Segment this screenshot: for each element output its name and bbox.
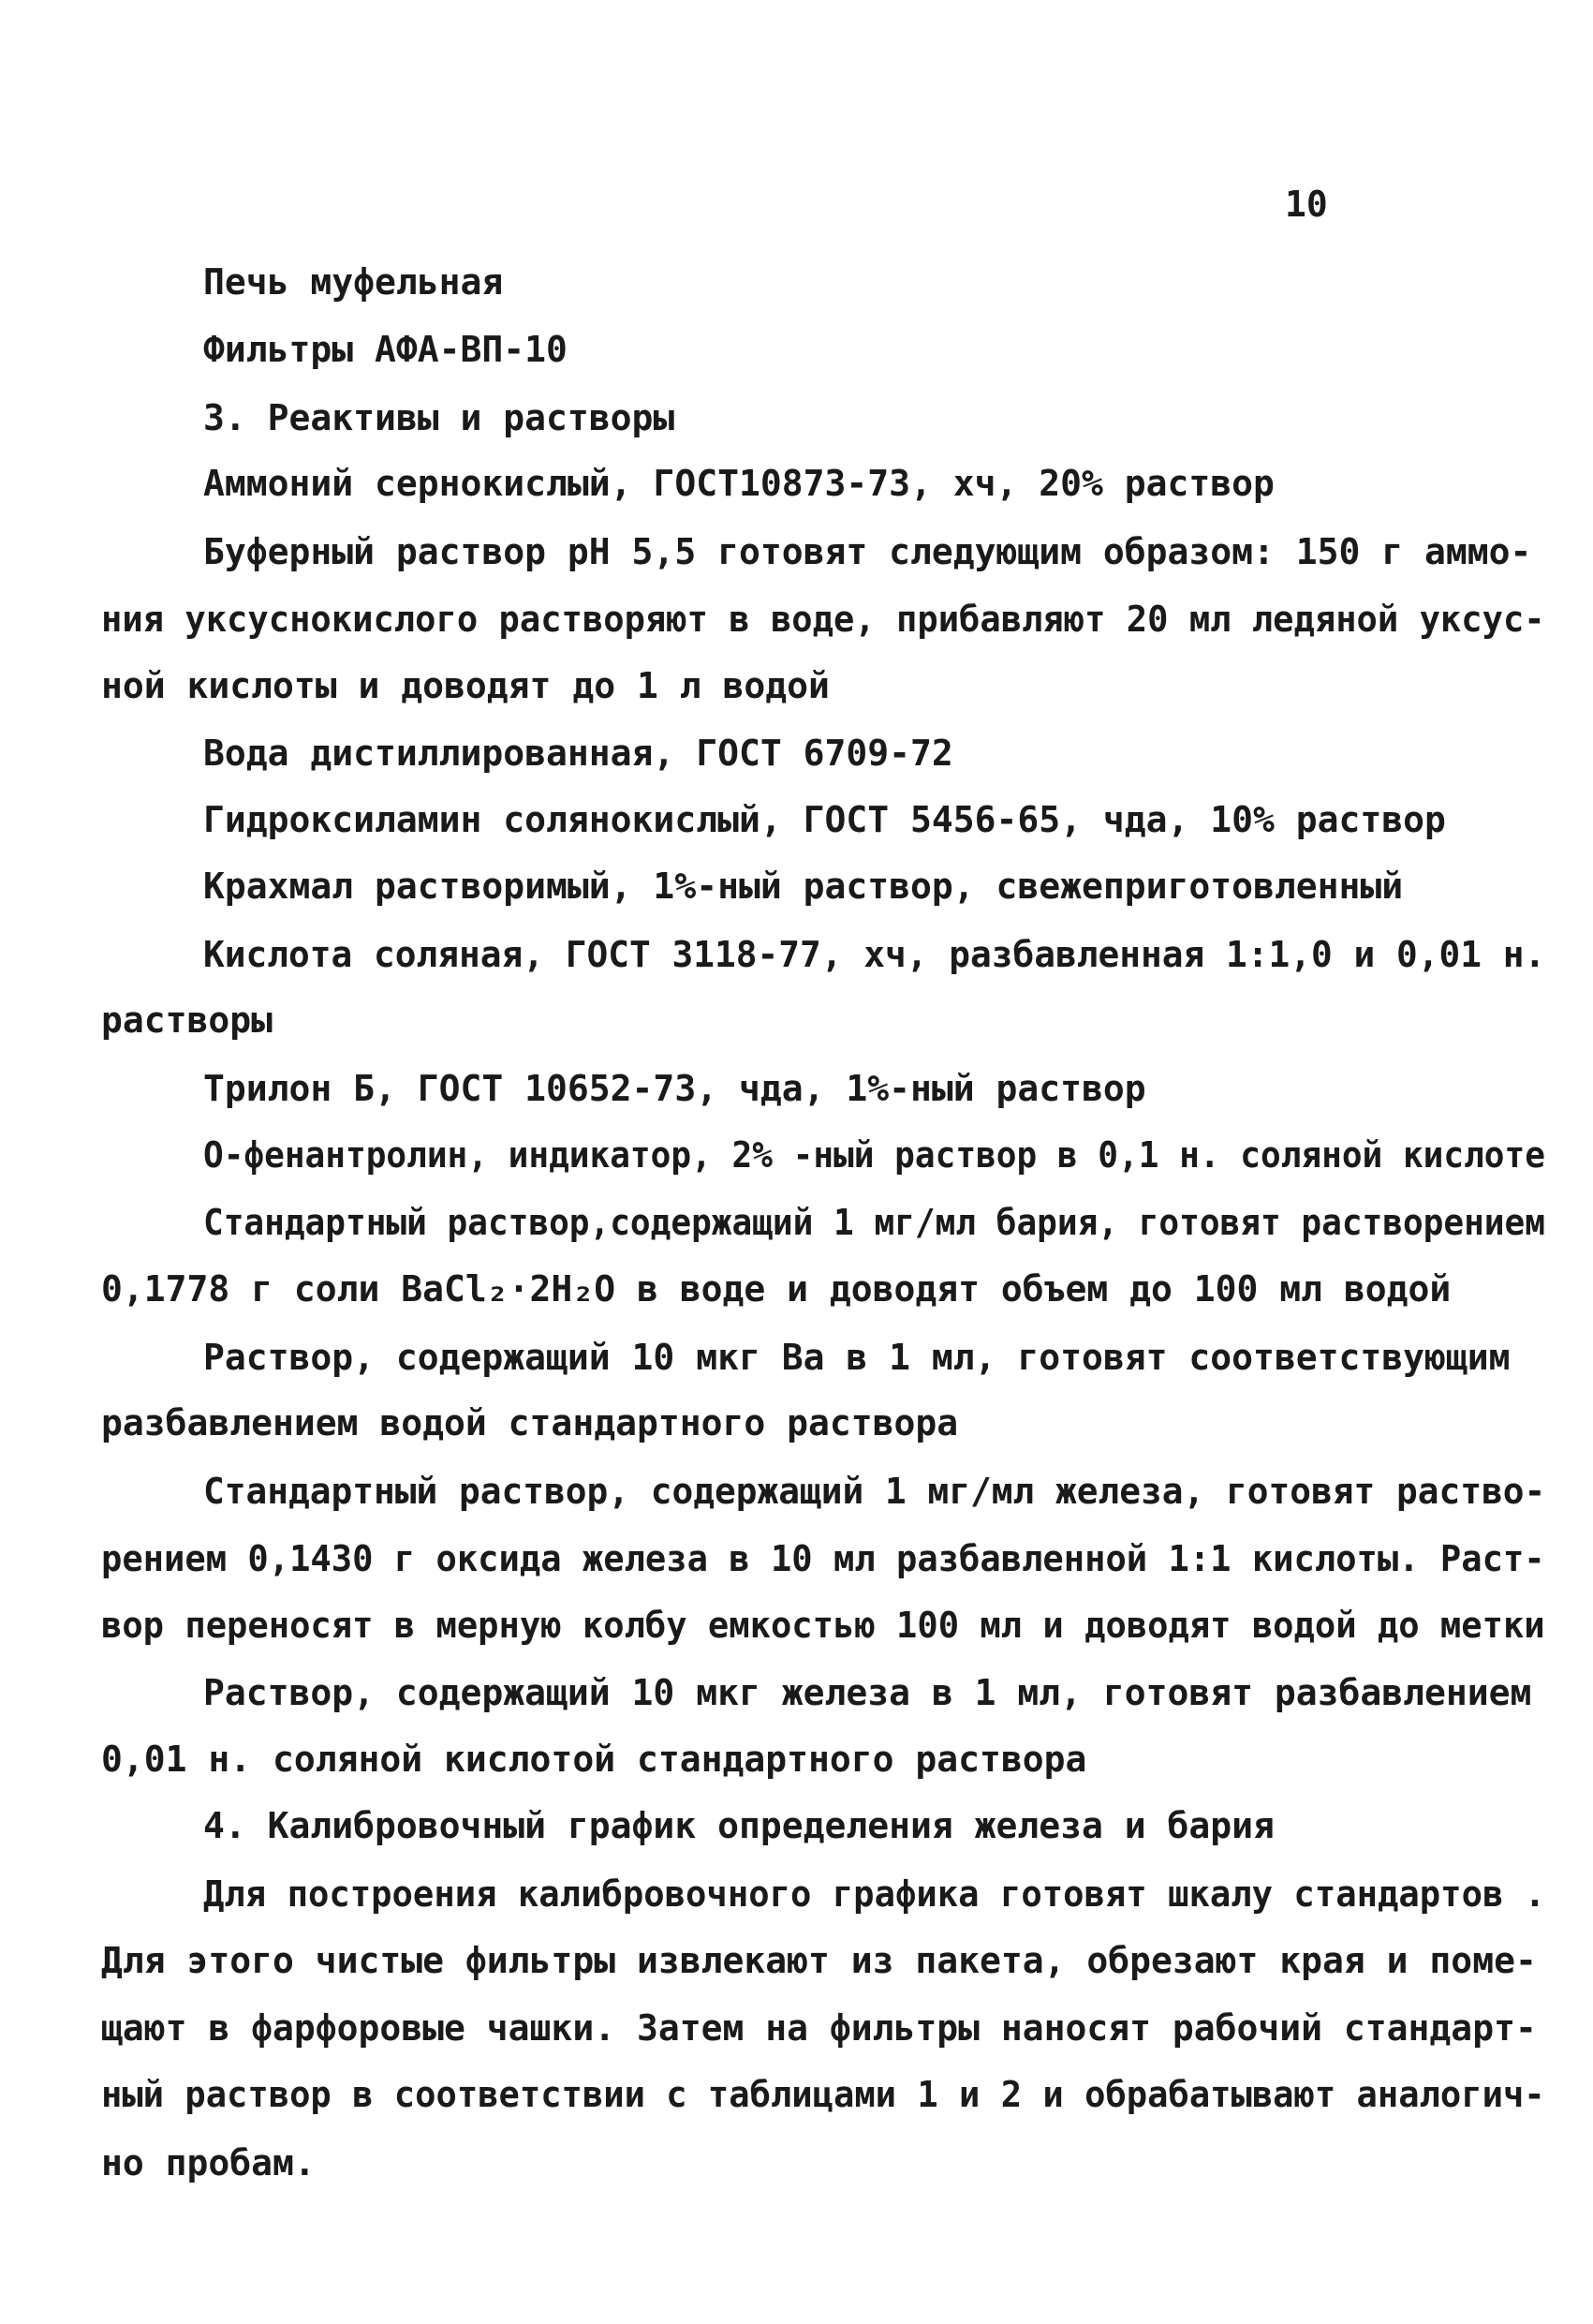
text-line: ной кислоты и доводят до 1 л водой (101, 665, 830, 706)
text-line: Вода дистиллированная, ГОСТ 6709-72 (203, 733, 953, 774)
page-number: 10 (1285, 184, 1328, 225)
text-line: щают в фарфоровые чашки. Затем на фильтры наносят рабочий стандарт- (101, 2007, 1537, 2049)
text-line: рением 0,1430 г оксида железа в 10 мл разбавленной 1:1 кислоты. Раст- (101, 1538, 1545, 1579)
text-line: Аммоний сернокислый, ГОСТ10873-73, хч, 20% раствор (203, 463, 1275, 504)
text-line: разбавлением водой стандартного раствора (101, 1402, 959, 1443)
text-line: Стандартный раствор,содержащий 1 мг/мл бария, готовят растворением (203, 1202, 1545, 1243)
text-line: Буферный раствор рН 5,5 готовят следующим образом: 150 г аммо- (203, 531, 1532, 572)
text-line: Фильтры АФА-ВП-10 (203, 329, 568, 370)
text-line: Для построения калибровочного графика готовят шкалу стандартов . (203, 1873, 1546, 1915)
text-line: Гидроксиламин солянокислый, ГОСТ 5456-65, чда, 10% раствор (203, 799, 1446, 840)
text-line: Раствор, содержащий 10 мкг железа в 1 мл, готовят разбавлением (203, 1672, 1532, 1713)
text-line: 0,1778 г соли BaCl₂·2H₂O в воде и доводят объем до 100 мл водой (101, 1268, 1452, 1310)
text-line: но пробам. (101, 2142, 316, 2183)
text-line: О-фенантролин, индикатор, 2% -ный раствор в 0,1 н. соляной кислоте (203, 1134, 1545, 1176)
text-line: растворы (101, 999, 273, 1041)
text-line: ния уксуснокислого растворяют в воде, прибавляют 20 мл ледяной уксус- (101, 599, 1545, 640)
text-line: Крахмал растворимый, 1%-ный раствор, свежеприготовленный (203, 866, 1404, 907)
text-line: Кислота соляная, ГОСТ 3118-77, хч, разбавленная 1:1,0 и 0,01 н. (203, 934, 1546, 975)
text-line: 0,01 н. соляной кислотой стандартного раствора (101, 1739, 1087, 1780)
text-line: Печь муфельная (203, 261, 504, 303)
text-line: ный раствор в соответствии с таблицами 1 и 2 и обрабатывают аналогич- (101, 2074, 1545, 2115)
text-line: Раствор, содержащий 10 мкг Ва в 1 мл, готовят соответствующим (203, 1337, 1511, 1378)
text-line: Трилон Б, ГОСТ 10652-73, чда, 1%-ный раствор (203, 1068, 1146, 1109)
section-heading: 3. Реактивы и растворы (203, 397, 675, 438)
text-line: Стандартный раствор, содержащий 1 мг/мл железа, готовят раство- (203, 1471, 1546, 1512)
text-line: Для этого чистые фильтры извлекают из пакета, обрезают края и поме- (101, 1940, 1537, 1981)
section-heading: 4. Калибровочный график определения железа и бария (203, 1805, 1275, 1846)
text-line: вор переносят в мерную колбу емкостью 100 мл и доводят водой до метки (101, 1605, 1545, 1646)
